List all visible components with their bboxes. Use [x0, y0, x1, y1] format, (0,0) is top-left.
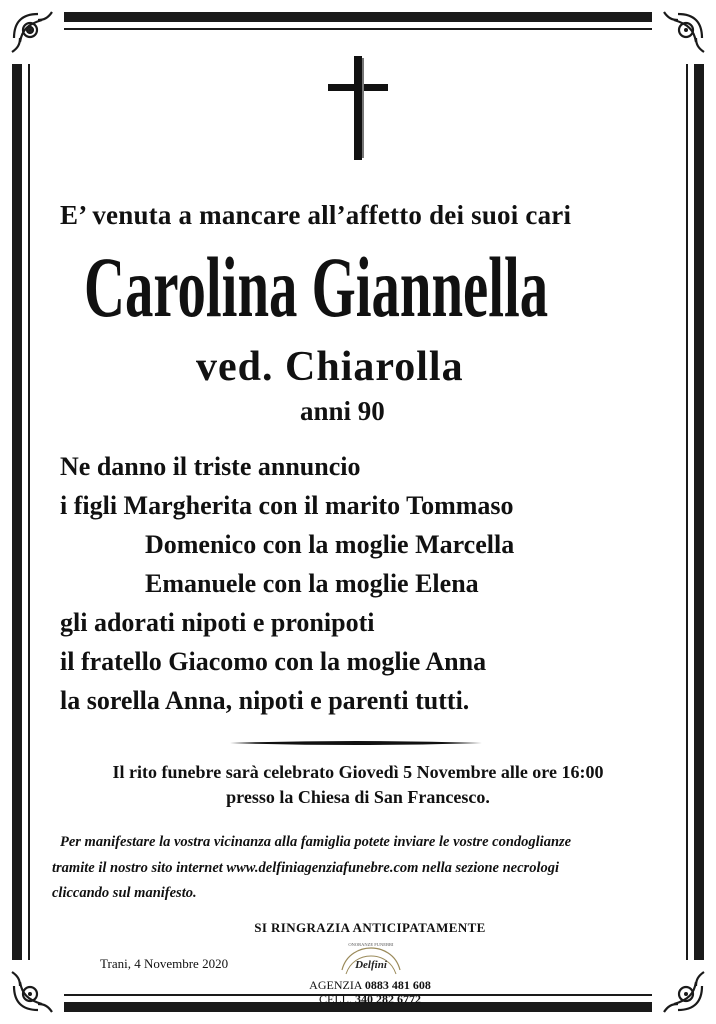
announcement-line: Domenico con la moglie Marcella — [145, 530, 515, 559]
cross-icon — [328, 56, 388, 160]
agency-phone — [0, 978, 716, 993]
announcement-line: gli adorati nipoti e pronipoti — [60, 608, 375, 637]
funeral-line: Il rito funebre sarà celebrato Giovedì 5 Novembre alle ore 16:00 — [112, 762, 604, 782]
flourish-corner-icon — [8, 8, 64, 64]
condolence-note: cliccando sul manifesto. — [52, 885, 197, 901]
agency-logo — [336, 940, 406, 980]
announcement-line: Emanuele con la moglie Elena — [145, 569, 479, 598]
age: anni 90 — [300, 396, 385, 426]
flourish-corner-icon — [652, 8, 708, 64]
funeral-line: presso la Chiesa di San Francesco. — [226, 787, 490, 807]
agency-cell — [0, 992, 716, 1007]
divider — [230, 740, 482, 746]
announcement-line: i figli Margherita con il marito Tommaso — [60, 491, 514, 520]
condolence-note: tramite il nostro sito internet www.delfiniagenziafunebre.com nella sezione necrologi — [52, 860, 559, 876]
agency-phone-label: AGENZIA — [309, 978, 362, 992]
logo-text: Delfini — [355, 959, 387, 971]
thanks-text: SI RINGRAZIA ANTICIPATAMENTE — [254, 920, 486, 935]
condolence-note: Per manifestare la vostra vicinanza alla famiglia potete inviare le vostre condoglianze — [60, 834, 572, 850]
intro-text: E’ venuta a mancare all’affetto dei suoi cari — [60, 200, 572, 230]
widow-of: ved. Chiarolla — [196, 344, 464, 390]
announcement-line: Ne danno il triste annuncio — [60, 452, 361, 481]
agency-cell-label: CELL. — [319, 992, 352, 1006]
deceased-name: Carolina Giannella — [84, 239, 549, 335]
agency-cell-number: 340 282 6772 — [355, 992, 421, 1006]
agency-phone-number: 0883 481 608 — [364, 978, 431, 992]
logo-subtext: ONORANZE FUNEBRI — [348, 942, 394, 947]
place-date: Trani, 4 Novembre 2020 — [100, 956, 229, 971]
announcement-line: il fratello Giacomo con la moglie Anna — [60, 647, 487, 676]
announcement-line: la sorella Anna, nipoti e parenti tutti. — [60, 686, 470, 715]
